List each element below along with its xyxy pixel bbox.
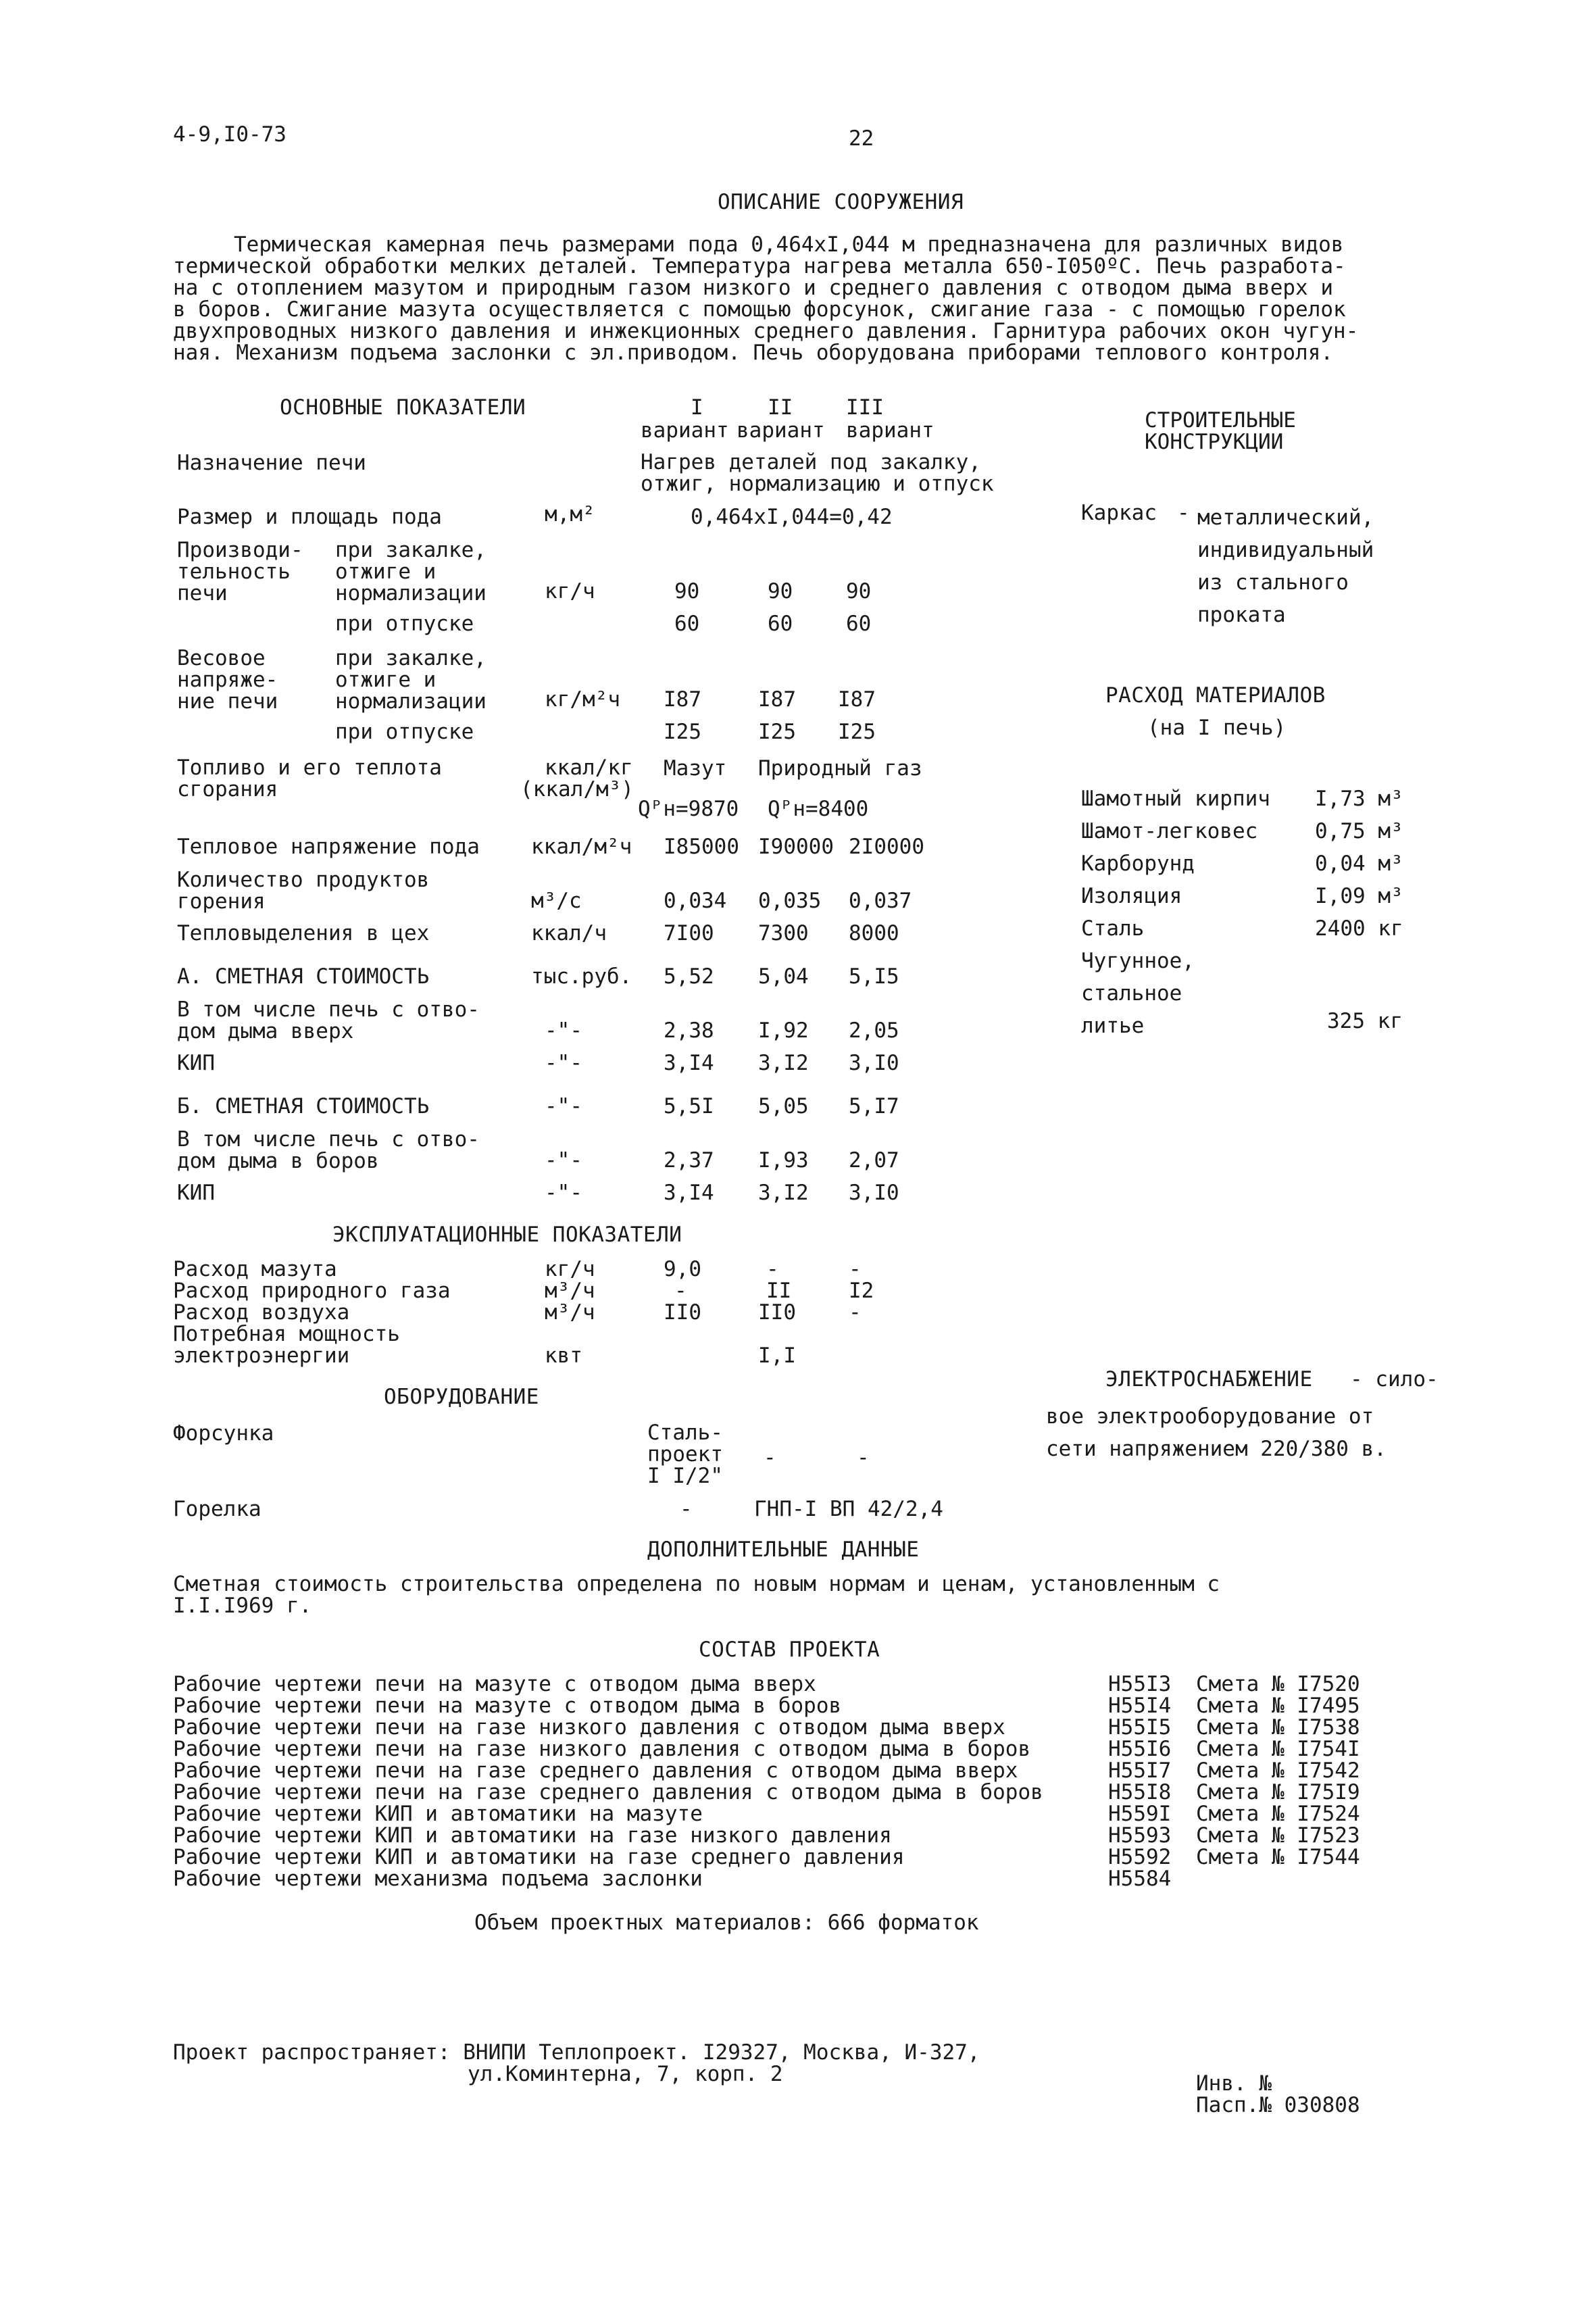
cost-a-value: 5,I5 [849, 964, 899, 989]
project-item: Рабочие чертежи печи на газе среднего давления с отводом дыма в боров [173, 1780, 1043, 1804]
project-item: Рабочие чертежи печи на газе низкого давления с отводом дыма вверх [173, 1715, 1005, 1740]
operational-heading: ЭКСПЛУАТАЦИОННЫЕ ПОКАЗАТЕЛИ [332, 1223, 682, 1247]
heat-release-value: 7300 [758, 921, 809, 945]
operational-col2: - II II0 I,I [758, 1257, 796, 1368]
distributor-address: ул.Коминтерна, 7, корп. 2 [468, 2062, 783, 2086]
purpose-value: Нагрев деталей под закалку, отжиг, нормализацию и отпуск [641, 450, 994, 496]
project-item: Рабочие чертежи КИП и автоматики на газе низкого давления [173, 1823, 892, 1848]
cost-b-value: 5,05 [758, 1094, 809, 1118]
project-codes [1108, 1673, 1171, 1890]
productivity-value: 60 [768, 612, 793, 636]
frame-value: металлический, индивидуальный из стального проката [1197, 506, 1374, 627]
project-estimate: Смета № I7520 [1196, 1672, 1360, 1696]
main-indicators-heading: ОСНОВНЫЕ ПОКАЗАТЕЛИ [280, 395, 526, 420]
materials-subheading: (на I печь) [1147, 716, 1287, 740]
productivity-value: 90 [768, 579, 793, 604]
fuel-heat-value: Qᴾн=8400 [768, 797, 869, 821]
description-paragraph [173, 234, 1410, 364]
cost-b-bor-value: 2,07 [849, 1148, 899, 1173]
ditto-mark: -"- [545, 1051, 582, 1075]
ditto-mark: -"- [545, 1181, 582, 1205]
material-value: 2400 кг [1315, 916, 1403, 941]
material-value: I,73 м³ [1315, 787, 1403, 811]
cost-a-kip-value: 3,I2 [758, 1051, 809, 1075]
project-estimate: Смета № I7495 [1196, 1694, 1360, 1718]
materials-values [1315, 783, 1403, 945]
productivity-unit: кг/ч [545, 579, 595, 604]
combustion-value: 0,034 [664, 889, 727, 913]
cost-b-kip-value: 3,I4 [664, 1181, 714, 1205]
project-code: Н55I5 [1108, 1715, 1172, 1740]
cost-b-kip-value: 3,I2 [758, 1181, 809, 1205]
materials-names [1081, 783, 1270, 945]
material-value: I,09 м³ [1315, 884, 1403, 908]
dash: - [1177, 501, 1190, 525]
project-item: Рабочие чертежи печи на мазуте с отводом дыма вверх [173, 1672, 816, 1696]
heat-stress-value: 2I0000 [849, 835, 924, 859]
project-code: Н559I [1108, 1802, 1172, 1826]
cost-b-bor-value: I,93 [758, 1148, 809, 1173]
project-code: Н55I4 [1108, 1694, 1172, 1718]
fuel-name: Мазут [664, 756, 727, 781]
heat-stress-value: I85000 [664, 835, 739, 859]
weight-stress-label: Весовое напряже- ние печи [177, 646, 278, 714]
cost-a-kip-value: 3,I0 [849, 1051, 899, 1075]
project-volume: Объем проектных материалов: 666 форматок [474, 1911, 979, 1935]
fuel-name: Природный газ [758, 756, 922, 781]
productivity-value: 60 [846, 612, 872, 636]
weight-stress-value: I87 [758, 687, 796, 712]
project-item: Рабочие чертежи КИП и автоматики на газе среднего давления [173, 1845, 905, 1869]
description-line: термической обработки мелких деталей. Температура нагрева металла 650-I050ºC. Печь разработа- [173, 254, 1346, 278]
cost-a-value: 5,52 [664, 964, 714, 989]
variant-label: вариант [846, 418, 934, 443]
description-line: Термическая камерная печь размерами пода 0,464xI,044 м предназначена для различных видов [234, 232, 1344, 257]
weight-stress-value: I87 [838, 687, 876, 712]
project-code: Н55I8 [1108, 1780, 1172, 1804]
description-line: ная. Механизм подъема заслонки с эл.приводом. Печь оборудована приборами теплового контроля. [173, 341, 1334, 365]
combustion-value: 0,037 [849, 889, 912, 913]
cost-a-up-value: 2,38 [664, 1018, 714, 1043]
ditto-mark: -"- [545, 1018, 582, 1043]
cost-b-bor-value: 2,37 [664, 1148, 714, 1173]
project-item: Рабочие чертежи печи на мазуте с отводом дыма в боров [173, 1694, 842, 1718]
project-estimate: Смета № I7542 [1196, 1758, 1360, 1783]
kip-label: КИП [177, 1181, 215, 1205]
project-estimate: Смета № I7544 [1196, 1845, 1360, 1869]
ditto-mark: -"- [545, 1094, 582, 1118]
project-estimate: Смета № I75I9 [1196, 1780, 1360, 1804]
distributor-text: Проект распространяет: ВНИПИ Теплопроект. I29327, Москва, И-327, [173, 2040, 980, 2065]
power-supply-text: - сило- [1350, 1367, 1439, 1392]
description-line: двухпроводных низкого давления и инжекционных среднего давления. Гарнитура рабочих окон чугун- [173, 319, 1359, 343]
project-code: Н55I3 [1108, 1672, 1172, 1696]
cost-a-up-value: 2,05 [849, 1018, 899, 1043]
weight-stress-value: I25 [838, 720, 876, 744]
project-code: Н55I7 [1108, 1758, 1172, 1783]
variant-label: вариант [737, 418, 825, 443]
project-heading: СОСТАВ ПРОЕКТА [699, 1638, 880, 1662]
variant-numeral: I [691, 395, 703, 420]
combustion-label: Количество продуктов горения [177, 868, 430, 914]
kip-label: КИП [177, 1051, 215, 1075]
document-code: 4-9,I0-73 [173, 122, 286, 147]
project-item: Рабочие чертежи механизма подъема заслонки [173, 1867, 703, 1891]
cost-b-label: Б. СМЕТНАЯ СТОИМОСТЬ [177, 1094, 430, 1118]
heat-release-value: 8000 [849, 921, 899, 945]
cost-a-up-value: I,92 [758, 1018, 809, 1043]
combustion-value: 0,035 [758, 889, 822, 913]
frame-label: Каркас [1081, 501, 1157, 525]
description-line: на с отоплением мазутом и природным газом низкого и среднего давления с отводом дыма вверх и [173, 276, 1334, 300]
fuel-label: Топливо и его теплота сгорания [177, 756, 442, 802]
ditto-mark: -"- [545, 1148, 582, 1173]
weight-stress-value: I25 [664, 720, 701, 744]
power-supply-lines: вое электрооборудование от сети напряжением 220/380 в. [1046, 1404, 1387, 1461]
burner-gas-value: ГНП-I ВП 42/2,4 [754, 1497, 943, 1521]
productivity-value: 90 [846, 579, 872, 604]
description-title: ОПИСАНИЕ СООРУЖЕНИЯ [718, 190, 964, 214]
variant-numeral: III [846, 395, 884, 420]
materials-heading: РАСХОД МАТЕРИАЛОВ [1105, 683, 1326, 708]
burner-gas-label: Горелка [173, 1497, 261, 1521]
project-code: Н5584 [1108, 1867, 1172, 1891]
combustion-unit: м³/с [531, 889, 582, 913]
heat-stress-value: I90000 [758, 835, 834, 859]
fuel-heat-value: Qᴾн=9870 [638, 797, 739, 821]
project-item: Рабочие чертежи КИП и автоматики на мазуте [173, 1802, 703, 1826]
weight-stress-value: I25 [758, 720, 796, 744]
dash: - [764, 1446, 776, 1470]
cost-a-unit: тыс.руб. [531, 964, 632, 989]
heat-release-unit: ккал/ч [531, 921, 607, 945]
equipment-heading: ОБОРУДОВАНИЕ [384, 1385, 539, 1409]
power-supply-heading: ЭЛЕКТРОСНАБЖЕНИЕ [1105, 1367, 1313, 1392]
cost-a-label: А. СМЕТНАЯ СТОИМОСТЬ [177, 964, 430, 989]
operational-col3: - I2 - [849, 1257, 874, 1325]
cost-b-value: 5,5I [664, 1094, 714, 1118]
additional-text: Сметная стоимость строительства определена по новым нормам и ценам, установленным с I.I.I969 г. [173, 1572, 1220, 1618]
material-name: Сталь [1081, 916, 1145, 941]
operational-col1: 9,0 - II0 [664, 1257, 701, 1325]
inventory-number: Инв. № [1196, 2071, 1272, 2096]
description-line: в боров. Сжигание мазута осуществляется с помощью форсунок, сжигание газа - с помощью горелок [173, 297, 1346, 322]
heat-release-label: Тепловыделения в цех [177, 921, 430, 945]
page-number: 22 [849, 126, 874, 151]
project-code: Н5593 [1108, 1823, 1172, 1848]
purpose-label: Назначение печи [177, 451, 366, 475]
cast-value: 325 кг [1327, 1009, 1403, 1033]
weight-stress-condition: при закалке, отжиге и нормализации [335, 646, 487, 714]
size-label: Размер и площадь пода [177, 505, 442, 529]
productivity-value: 60 [674, 612, 700, 636]
size-unit: м,м² [545, 502, 595, 526]
project-code: Н55I6 [1108, 1737, 1172, 1761]
operational-labels: Расход мазута Расход природного газа Расход воздуха Потребная мощность электроэнергии [173, 1257, 451, 1368]
weight-stress-value: I87 [664, 687, 701, 712]
additional-heading: ДОПОЛНИТЕЛЬНЫЕ ДАННЫЕ [647, 1537, 920, 1562]
material-name: Шамот-легковес [1081, 819, 1258, 843]
project-item: Рабочие чертежи печи на газе низкого давления с отводом дыма в боров [173, 1737, 1031, 1761]
heat-stress-label: Тепловое напряжение пода [177, 835, 480, 859]
productivity-label: Производи- тельность печи [177, 538, 303, 606]
cost-a-kip-value: 3,I4 [664, 1051, 714, 1075]
project-code: Н5592 [1108, 1845, 1172, 1869]
material-name: Изоляция [1081, 884, 1182, 908]
productivity-condition: при закалке, отжиге и нормализации [335, 538, 487, 606]
burner-oil-value: Сталь- проект I I/2" [647, 1421, 723, 1488]
burner-oil-label: Форсунка [173, 1421, 274, 1446]
construction-heading: СТРОИТЕЛЬНЫЕ КОНСТРУКЦИИ [1145, 408, 1296, 454]
cost-b-value: 5,I7 [849, 1094, 899, 1118]
heat-stress-unit: ккал/м²ч [531, 835, 632, 859]
weight-stress-unit: кг/м²ч [545, 687, 620, 712]
fuel-unit: ккал/кг (ккал/м³) [520, 756, 634, 802]
project-estimate: Смета № I7538 [1196, 1715, 1360, 1740]
dash: - [680, 1497, 693, 1521]
project-items [173, 1673, 1043, 1890]
cost-a-up-label: В том числе печь с отво- дом дыма вверх [177, 998, 480, 1043]
passport-number: Пасп.№ 030808 [1196, 2093, 1360, 2117]
productivity-value: 90 [674, 579, 700, 604]
variant-label: вариант [641, 418, 729, 443]
weight-stress-condition: при отпуске [335, 720, 474, 744]
project-estimate: Смета № I7524 [1196, 1802, 1360, 1826]
material-name: Карборунд [1081, 852, 1195, 876]
size-value: 0,464xI,044=0,42 [691, 505, 893, 529]
cost-b-kip-value: 3,I0 [849, 1181, 899, 1205]
project-estimate: Смета № I7523 [1196, 1823, 1360, 1848]
material-value: 0,04 м³ [1315, 852, 1403, 876]
cast-label: Чугунное, стальное литье [1081, 949, 1195, 1038]
material-name: Шамотный кирпич [1081, 787, 1270, 811]
operational-units: кг/ч м³/ч м³/ч квт [545, 1257, 595, 1368]
productivity-condition: при отпуске [335, 612, 474, 636]
variant-numeral: II [768, 395, 793, 420]
dash: - [857, 1446, 870, 1470]
material-value: 0,75 м³ [1315, 819, 1403, 843]
project-estimates [1196, 1673, 1360, 1868]
cost-b-bor-label: В том числе печь с отво- дом дыма в боров [177, 1127, 480, 1173]
heat-release-value: 7I00 [664, 921, 714, 945]
project-estimate: Смета № I754I [1196, 1737, 1360, 1761]
cost-a-value: 5,04 [758, 964, 809, 989]
project-item: Рабочие чертежи печи на газе среднего давления с отводом дыма вверх [173, 1758, 1018, 1783]
